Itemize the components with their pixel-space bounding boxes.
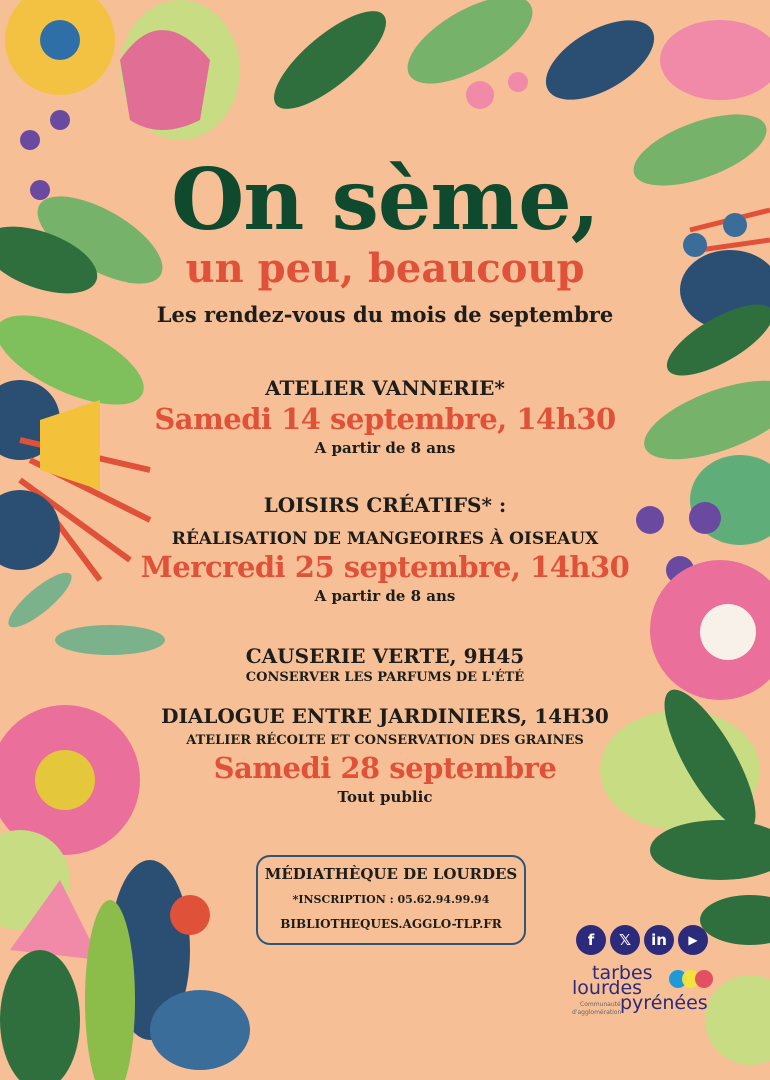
linkedin-icon[interactable]: in (644, 925, 674, 955)
event-3-heading-2: DIALOGUE ENTRE JARDINIERS, 14H30 (161, 704, 609, 728)
event-3-date: Samedi 28 septembre (213, 751, 557, 785)
registration-phone: *INSCRIPTION : 05.62.94.99.94 (292, 893, 490, 906)
facebook-icon[interactable]: f (576, 925, 606, 955)
event-2-heading: LOISIRS CRÉATIFS* : (263, 493, 507, 517)
event-1-note: A partir de 8 ans (314, 439, 456, 457)
x-icon[interactable]: 𝕏 (610, 925, 640, 955)
event-3-heading: CAUSERIE VERTE, 9H45 (245, 644, 525, 668)
contact-box (256, 855, 526, 945)
website-link[interactable]: BIBLIOTHEQUES.AGGLO-TLP.FR (280, 917, 502, 931)
event-3-detail-2: ATELIER RÉCOLTE ET CONSERVATION DES GRAINES (186, 733, 584, 748)
event-2-detail: RÉALISATION DE MANGEOIRES À OISEAUX (171, 529, 599, 549)
social-links (576, 925, 708, 955)
event-1-date: Samedi 14 septembre, 14h30 (154, 402, 616, 436)
event-1-heading: ATELIER VANNERIE* (265, 376, 505, 400)
event-3-detail: CONSERVER LES PARFUMS DE L'ÉTÉ (245, 670, 525, 685)
event-2-note: A partir de 8 ans (314, 587, 456, 605)
event-2-date: Mercredi 25 septembre, 14h30 (140, 550, 630, 584)
event-3-note: Tout public (337, 788, 433, 806)
tarbes-lourdes-pyrenees-logo: tarbes lourdes pyrénées Communauté d'agglomération (572, 964, 732, 1024)
poster-subtitle: un peu, beaucoup (185, 245, 585, 292)
poster-intro: Les rendez-vous du mois de septembre (156, 302, 614, 327)
poster-title: On sème, (171, 150, 599, 249)
venue-name: MÉDIATHÈQUE DE LOURDES (264, 865, 518, 883)
youtube-icon[interactable]: ▶ (678, 925, 708, 955)
